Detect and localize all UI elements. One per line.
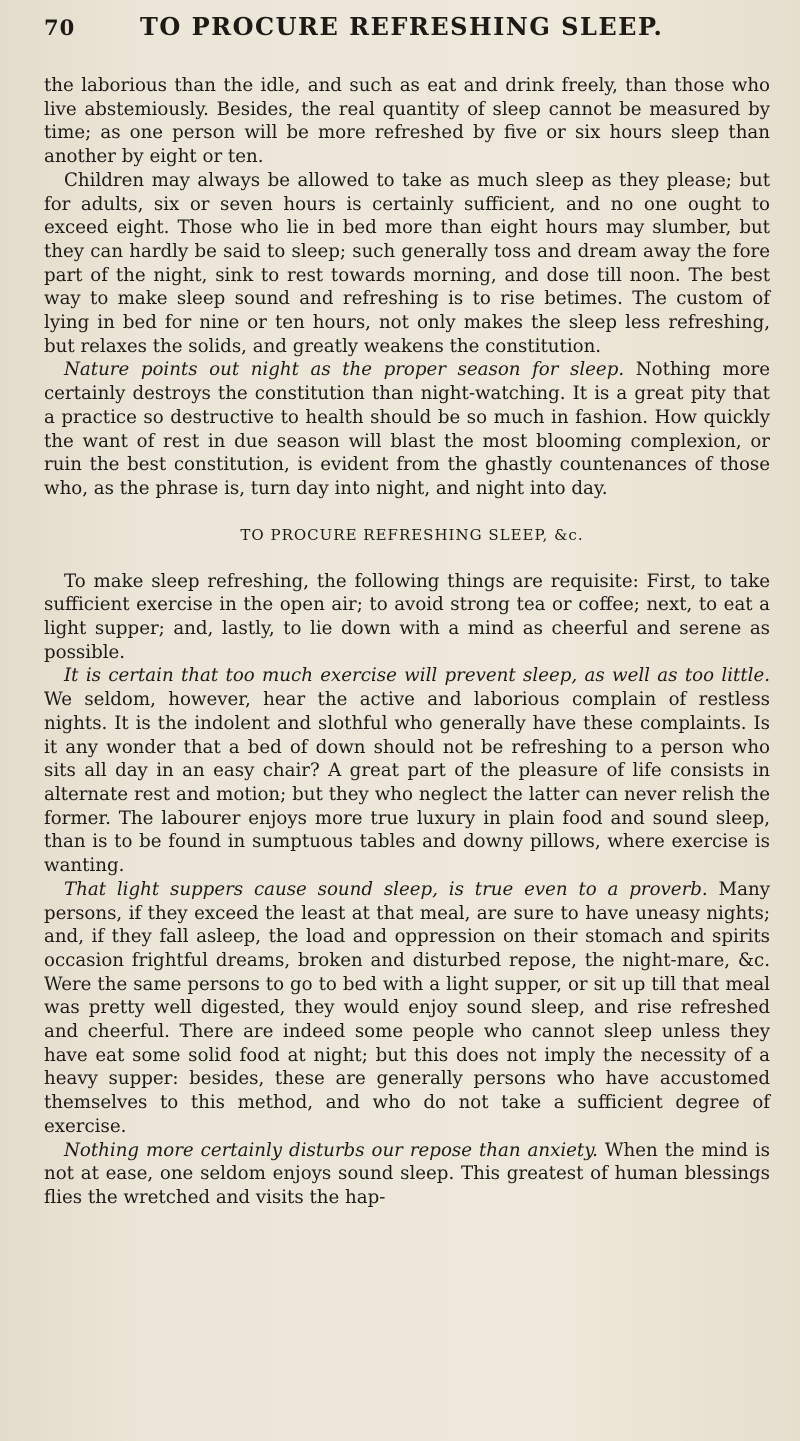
paragraph-text: To make sleep refreshing, the following things are requisite: First, to take sufficient exercise in the open air; to avoid strong tea or coffee; next, to eat a light supper; and, lastly, to lie down with a mind as cheerful and serene as possible. (44, 570, 770, 663)
paragraph (44, 358, 770, 500)
paragraph (44, 169, 770, 359)
running-head (44, 12, 770, 74)
paragraph (44, 74, 770, 169)
body-text-bottom (44, 570, 770, 1210)
paragraph-text: the laborious than the idle, and such as eat and drink freely, than those who live abstemiously. Besides, the real quantity of sleep cannot be measured by time; as one person will be more refreshed by five or six hours sleep than another by eight or ten. (44, 75, 770, 168)
body-text-top (44, 74, 770, 501)
paragraph-lead: It is certain that too much exercise will prevent sleep, as well as too little. (64, 665, 770, 687)
section-heading: TO PROCURE REFRESHING SLEEP, &c. (240, 525, 584, 544)
paragraph-text: When the mind is not at ease, one seldom enjoys sound sleep. This greatest of human blessings flies the wretched and visits the hap- (44, 1139, 770, 1208)
paragraph-lead: Nothing more certainly disturbs our repose than anxiety. (64, 1139, 598, 1161)
running-title: TO PROCURE REFRESHING SLEEP. (140, 12, 664, 41)
paragraph-text: Nothing more certainly destroys the constitution than night-watching. It is a great pity that a practice so destructive to health should be so much in fashion. How quickly the want of rest in due season will blast the most blooming complexion, or ruin the best constitution, is evident from the ghastly countenances of those who, as the phrase is, turn day into night, and night into day. (44, 359, 770, 499)
paragraph (44, 878, 770, 1139)
page-number: 70 (44, 15, 76, 40)
paragraph (44, 570, 770, 665)
paragraph-text: Many persons, if they exceed the least at that meal, are sure to have uneasy nights; and, if they fall asleep, the load and oppression on their stomach and spirits occasion frightful dreams, broken and disturbed repose, the night-mare, &c. Were the same persons to go to bed with a light supper, or sit up till that meal was pretty well digested, they would enjoy sound sleep, and rise refreshed and cheerful. There are indeed some people who cannot sleep unless they have eat some solid food at night; but this does not imply the necessity of a heavy supper: besides, these are generally persons who have accustomed themselves to this method, and who do not take a sufficient degree of exercise. (44, 878, 770, 1137)
paragraph-text: Children may always be allowed to take as much sleep as they please; but for adults, six or seven hours is certainly sufficient, and no one ought to exceed eight. Those who lie in bed more than eight hours may slumber, but they can hardly be said to sleep; such generally toss and dream away the fore part of the night, sink to rest towards morning, and dose till noon. The best way to make sleep sound and refreshing is to rise betimes. The custom of lying in bed for nine or ten hours, not only makes the sleep less refreshing, but relaxes the solids, and greatly weakens the constitution. (44, 169, 770, 357)
paragraph (44, 1139, 770, 1210)
paragraph-lead: That light suppers cause sound sleep, is true even to a proverb. (64, 878, 708, 900)
paragraph (44, 664, 770, 877)
paragraph-lead: Nature points out night as the proper season for sleep. (64, 359, 625, 381)
paragraph-text: We seldom, however, hear the active and laborious complain of restless nights. It is the indolent and slothful who generally have these complaints. Is it any wonder that a bed of down should not be refreshing to a person who sits all day in an easy chair? A great part of the pleasure of life consists in alternate rest and motion; but they who neglect the latter can never relish the former. The labourer enjoys more true luxury in plain food and sound sleep, than is to be found in sumptuous tables and downy pillows, where exercise is wanting. (44, 689, 770, 877)
